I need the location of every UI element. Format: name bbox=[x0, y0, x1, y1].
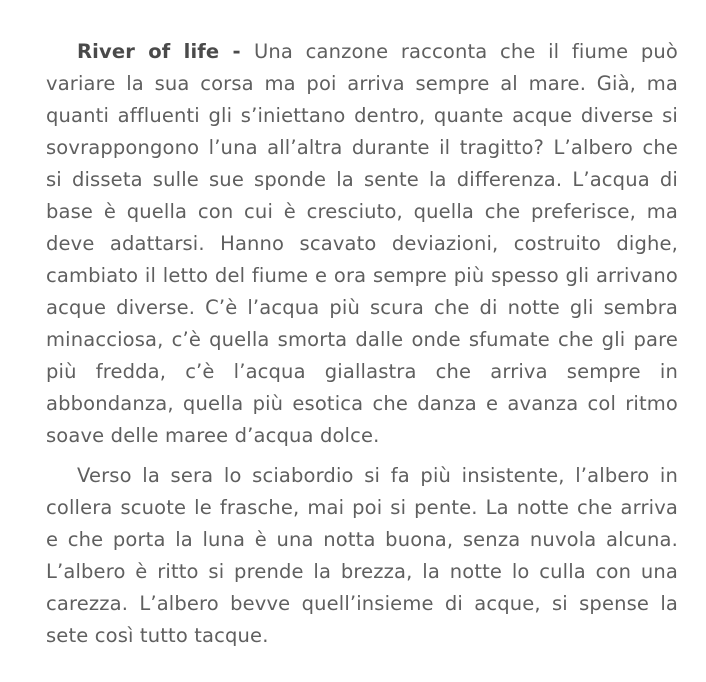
document-page bbox=[46, 36, 678, 652]
paragraph-2 bbox=[46, 460, 678, 652]
paragraph-2-text: Verso la sera lo sciabordio si fa più insistente, l’albero in collera scuote le frasche, mai poi si pente. La notte che arriva e che porta la luna è una notta buona, senza nuvola alcuna. L’albero è ritto si prende la brezza, la notte lo culla con una carezza. L’albero bevve quell’insieme di acque, si spense la sete così tutto tacque. bbox=[46, 464, 678, 647]
paragraph-1 bbox=[46, 36, 678, 452]
paragraph-title: River of life - bbox=[77, 40, 254, 63]
paragraph-1-text: Una canzone racconta che il fiume può variare la sua corsa ma poi arriva sempre al mare. Già, ma quanti affluenti gli s’iniettano dentro, quante acque diverse si sovrappongono l’una all’altra durante il tragitto? L’albero che si disseta sulle sue sponde la sente la differenza. L’acqua di base è quella con cui è cresciuto, quella che preferisce, ma deve adattarsi. Hanno scavato deviazioni, costruito dighe, cambiato il letto del fiume e ora sempre più spesso gli arrivano acque diverse. C’è l’acqua più scura che di notte gli sembra minacciosa, c’è quella smorta dalle onde sfumate che gli pare più fredda, c’è l’acqua giallastra che arriva sempre in abbondanza, quella più esotica che danza e avanza col ritmo soave delle maree d’acqua dolce. bbox=[46, 40, 678, 447]
